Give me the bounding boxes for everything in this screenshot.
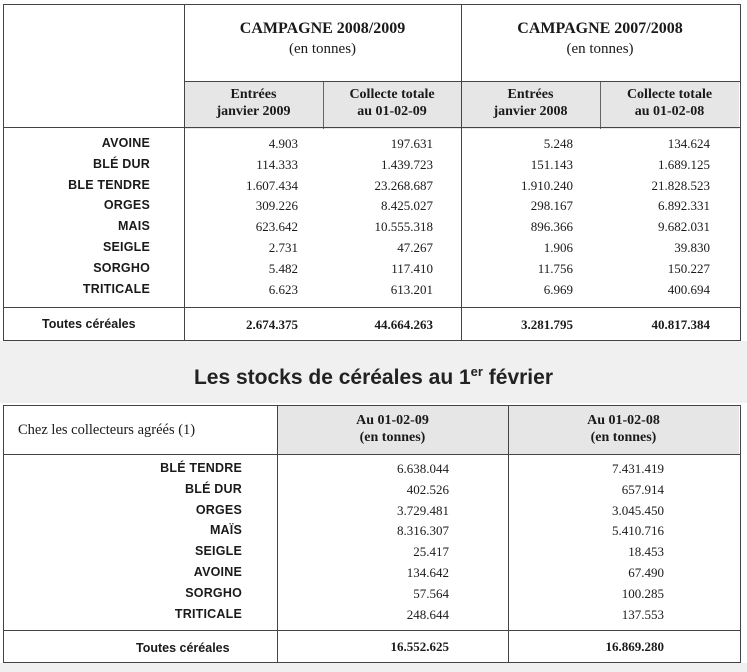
cell-value: 1.906 <box>543 240 573 255</box>
cell-value: 2.731 <box>268 240 298 255</box>
cell-value: 309.226 <box>255 198 298 214</box>
cell-value: 298.167 <box>530 198 573 214</box>
cell-value: 1.607.434 <box>246 177 298 193</box>
cell-value: 10.555.318 <box>374 219 433 235</box>
cell-value: 1.439.723 <box>381 156 433 172</box>
cell-value: 657.914 <box>621 481 664 497</box>
row-label: ORGES <box>103 198 150 213</box>
cell-value: 613.201 <box>390 281 433 297</box>
cell-value: 6.638.044 <box>397 461 449 476</box>
total-label: Toutes céréales <box>136 641 230 655</box>
cell-value: 5.248 <box>543 136 573 151</box>
row-label: BLÉ DUR <box>185 481 242 496</box>
cell-value: 39.830 <box>674 240 710 255</box>
cell-value: 4.903 <box>268 136 298 151</box>
body-divider <box>4 127 740 128</box>
cell-value: 400.694 <box>667 281 710 297</box>
total-divider <box>4 630 740 631</box>
total-value: 3.281.795 <box>521 317 573 332</box>
cell-value: 6.969 <box>543 281 573 297</box>
cell-value: 5.482 <box>268 260 298 276</box>
row-label: AVOINE <box>101 136 150 150</box>
row-label: BLÉ TENDRE <box>160 461 242 475</box>
cell-value: 402.526 <box>406 481 449 497</box>
row-label: SORGHO <box>93 260 150 275</box>
row-label: TRITICALE <box>174 606 242 621</box>
total-value: 16.552.625 <box>390 639 449 654</box>
cell-value: 18.453 <box>628 544 664 560</box>
campaign-header-2008-2009: CAMPAGNE 2008/2009 (en tonnes) <box>239 20 406 57</box>
cell-value: 248.644 <box>406 606 449 622</box>
total-divider <box>4 307 740 308</box>
row-label: SORGHO <box>185 585 242 600</box>
total-value: 2.674.375 <box>246 317 298 332</box>
total-value: 44.664.263 <box>374 317 433 332</box>
total-label: Toutes céréales <box>42 317 136 331</box>
cell-value: 57.564 <box>413 585 449 601</box>
stocks-table <box>3 405 741 663</box>
cell-value: 7.431.419 <box>612 461 664 476</box>
row-label: BLÉ DUR <box>93 156 150 171</box>
subheader-collecte-2009: Collecte totale au 01-02-09 <box>349 87 435 119</box>
subheader-entrees-2009: Entrées janvier 2009 <box>216 87 291 119</box>
cell-value: 137.553 <box>621 606 664 622</box>
collection-table <box>3 4 741 341</box>
row-label: TRITICALE <box>82 281 150 296</box>
subheader-collecte-2008: Collecte totale au 01-02-08 <box>626 87 713 119</box>
cell-value: 1.910.240 <box>521 177 573 193</box>
cell-value: 3.045.450 <box>612 502 664 518</box>
cell-value: 100.285 <box>621 585 664 601</box>
cell-value: 1.689.125 <box>658 156 710 172</box>
cell-value: 47.267 <box>397 240 433 255</box>
row-label: MAÏS <box>209 523 242 538</box>
cell-value: 8.316.307 <box>397 523 449 539</box>
header-divider <box>4 454 740 455</box>
cell-value: 151.143 <box>530 156 573 172</box>
cell-value: 67.490 <box>628 565 664 580</box>
cell-value: 197.631 <box>390 136 433 151</box>
cell-value: 896.366 <box>530 219 573 235</box>
collectors-label: Chez les collecteurs agréés (1) <box>18 422 196 438</box>
cell-value: 5.410.716 <box>612 523 664 539</box>
row-label: SEIGLE <box>102 240 150 254</box>
row-label: MAIS <box>117 219 150 234</box>
bottom-strip <box>0 663 747 672</box>
cell-value: 134.642 <box>406 565 449 580</box>
subheader-entrees-2008: Entrées janvier 2008 <box>493 87 568 119</box>
cell-value: 623.642 <box>255 219 298 235</box>
row-label: AVOINE <box>193 565 242 579</box>
cell-value: 23.268.687 <box>374 177 433 193</box>
total-value: 40.817.384 <box>651 317 710 332</box>
header-au-01-02-08: Au 01-02-08 (en tonnes) <box>587 413 660 445</box>
header-divider <box>184 81 740 82</box>
row-label: ORGES <box>195 502 242 517</box>
cell-value: 134.624 <box>667 136 710 151</box>
cell-value: 117.410 <box>391 260 433 276</box>
cell-value: 8.425.027 <box>381 198 433 214</box>
cell-value: 150.227 <box>667 260 710 276</box>
header-au-01-02-09: Au 01-02-09 (en tonnes) <box>356 413 429 445</box>
cell-value: 3.729.481 <box>397 502 449 518</box>
cell-value: 114.333 <box>256 156 298 172</box>
cell-value: 25.417 <box>413 544 449 560</box>
cell-value: 11.756 <box>537 260 573 276</box>
cell-value: 9.682.031 <box>658 219 710 235</box>
row-label: BLE TENDRE <box>68 177 150 192</box>
cell-value: 6.623 <box>268 281 298 297</box>
cell-value: 21.828.523 <box>651 177 710 193</box>
row-label: SEIGLE <box>194 544 242 559</box>
campaign-header-2007-2008: CAMPAGNE 2007/2008 (en tonnes) <box>517 20 683 57</box>
total-value: 16.869.280 <box>605 639 664 654</box>
cell-value: 6.892.331 <box>658 198 710 214</box>
stocks-title: Les stocks de céréales au 1er février <box>193 364 553 389</box>
